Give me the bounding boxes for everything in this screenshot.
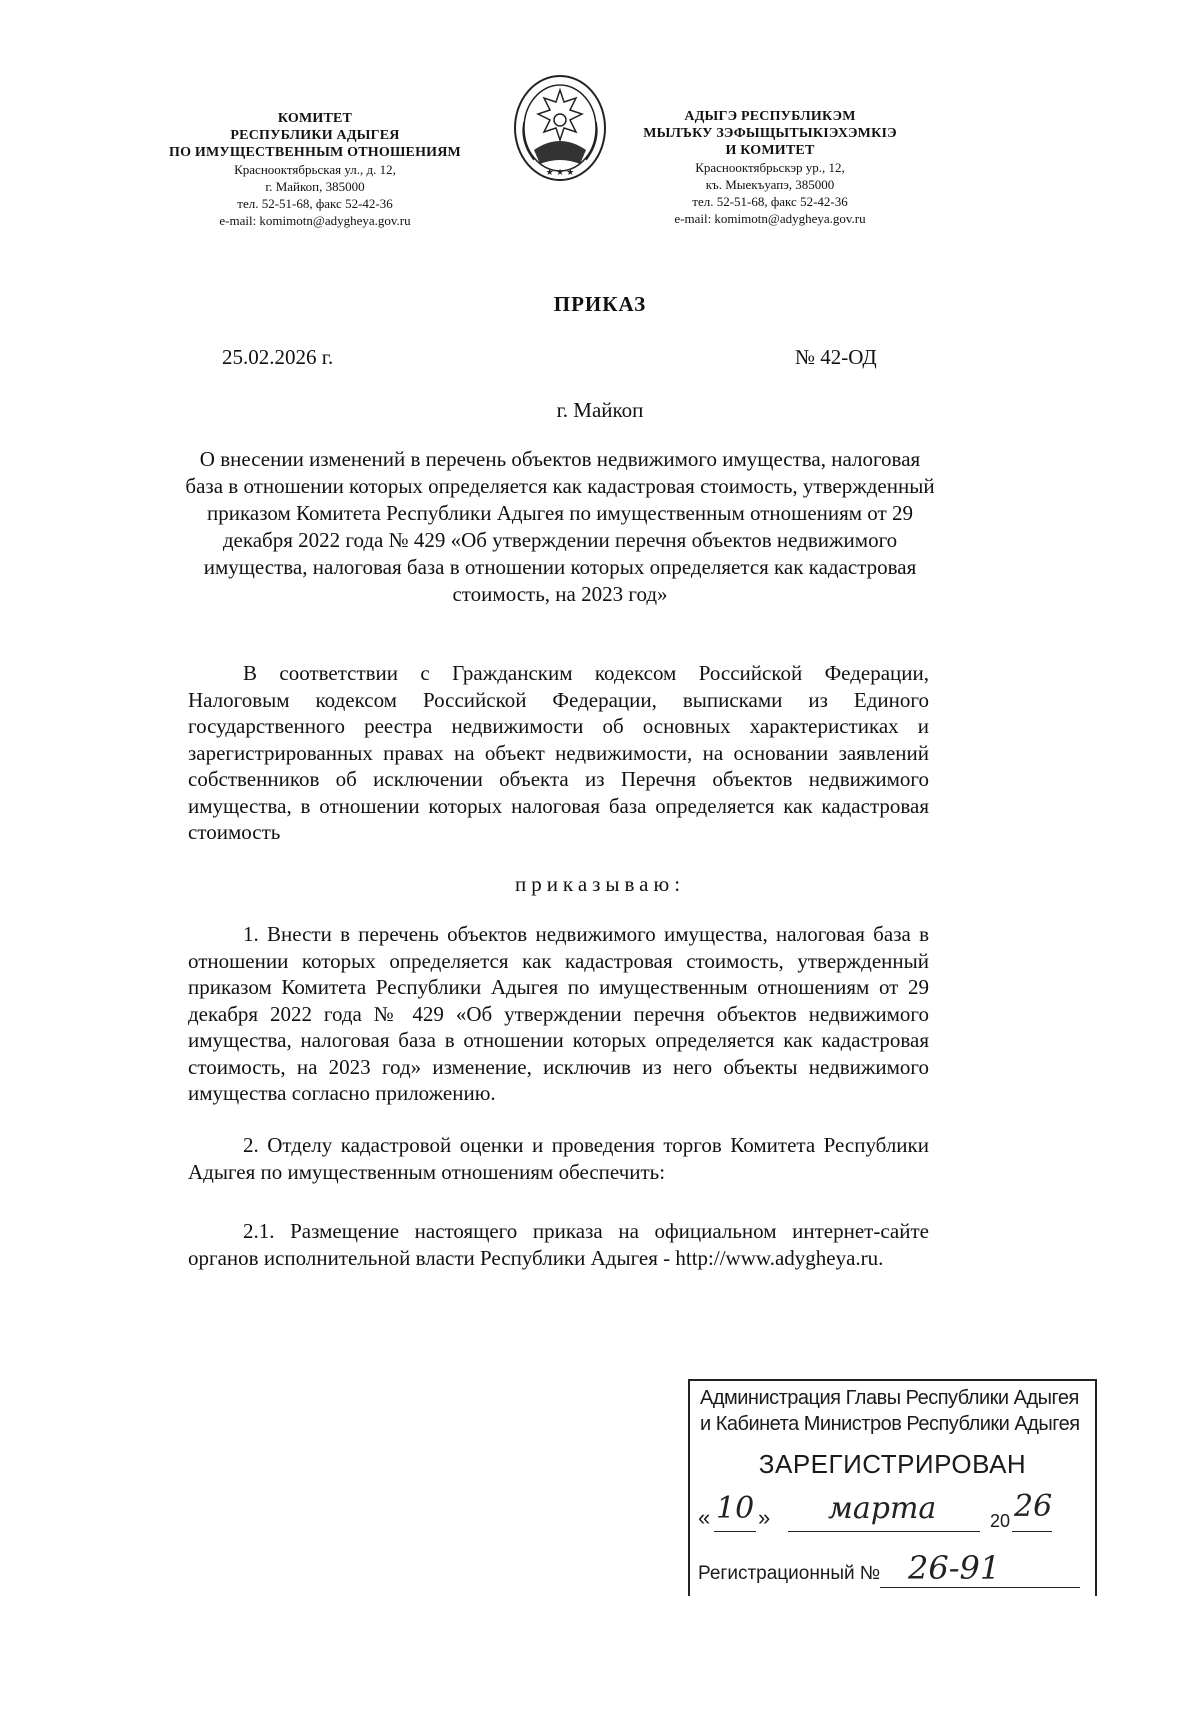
item-2-paragraph: 2. Отделу кадастровой оценки и проведения торгов Комитета Республики Адыгея по имущественным отношениям обеспечить: [188, 1133, 929, 1184]
document-city: г. Майкоп [556, 398, 644, 422]
header-left-line1: КОМИТЕТ [277, 111, 353, 126]
document-subject: О внесении изменений в перечень объектов недвижимого имущества, налоговая база в отношении которых определяется как кадастровая стоимость, утвержденный приказом Комитета Республики Адыгея по имущественным отношениям от 29 декабря 2022 года № 429 «Об утверждении перечня объектов недвижимого имущества, налоговая база в отношении которых определяется как кадастровая стоимость, на 2023 год» [185, 447, 935, 606]
header-left-phone: тел. 52-51-68, факс 52-42-36 [237, 196, 393, 211]
order-word: приказываю: [514, 872, 686, 896]
header-right-line1: АДЫГЭ РЕСПУБЛИКЭМ [684, 109, 856, 124]
header-right-address: Краснооктябрьскэр ур., 12, [695, 160, 845, 175]
header-left-line2: РЕСПУБЛИКИ АДЫГЕЯ [230, 128, 400, 143]
header-left-address: Краснооктябрьская ул., д. 12, [234, 162, 396, 177]
header-right-line2: МЫЛЪКУ ЗЭФЫЩЫТЫКIЭХЭМКIЭ [643, 126, 897, 141]
stamp-year-prefix: 20 [990, 1511, 1011, 1531]
svg-text:★ ★ ★: ★ ★ ★ [545, 167, 575, 177]
stamp-reg-underline [880, 1587, 1080, 1588]
stamp-reg-number: 26-91 [908, 1549, 1001, 1587]
stamp-year-underline [1012, 1531, 1052, 1532]
stamp-month-underline [788, 1531, 980, 1532]
stamp-line2: и Кабинета Министров Республики Адыгея [700, 1413, 1080, 1435]
header-right-city: къ. Мыекъуапэ, 385000 [705, 177, 835, 192]
stamp-status: ЗАРЕГИСТРИРОВАН [758, 1449, 1027, 1479]
stamp-line1: Администрация Главы Республики Адыгея [700, 1387, 1079, 1409]
preamble-paragraph: В соответствии с Гражданским кодексом Российской Федерации, Налоговым кодексом Российской Федерации, выписками из Единого государственного реестра недвижимости об основных характеристиках и зарегистрированных правах на объект недвижимости, на основании заявлений собственников об исключении объекта из Перечня объектов недвижимого имущества, в отношении которых налоговая база определяется как кадастровая стоимость [188, 661, 929, 844]
header-right-email: e-mail: komimotn@adygheya.gov.ru [674, 211, 866, 226]
header-left-email: e-mail: komimotn@adygheya.gov.ru [219, 213, 411, 228]
coat-of-arms-icon [510, 72, 610, 190]
stamp-day: 10 [716, 1491, 755, 1526]
stamp-reg-label: Регистрационный № [698, 1563, 881, 1584]
header-left-line3: ПО ИМУЩЕСТВЕННЫМ ОТНОШЕНИЯМ [169, 145, 461, 160]
header-right [620, 108, 920, 227]
document-title: ПРИКАЗ [553, 292, 647, 316]
header-right-phone: тел. 52-51-68, факс 52-42-36 [692, 194, 848, 209]
stamp-month: марта [828, 1491, 937, 1526]
header-right-line3: И КОМИТЕТ [725, 143, 815, 158]
stamp-open-quote: « [698, 1505, 711, 1530]
stamp-date-line [698, 1491, 1088, 1541]
document-date: 25.02.2026 г. [222, 345, 334, 369]
document-number: № 42-ОД [795, 345, 877, 369]
stamp-reg-line [698, 1549, 1088, 1593]
header-left-city: г. Майкоп, 385000 [265, 179, 365, 194]
item-2-1-paragraph: 2.1. Размещение настоящего приказа на официальном интернет-сайте органов исполнительной власти Республики Адыгея - http://www.adygheya.ru. [188, 1219, 929, 1270]
item-1-paragraph: 1. Внести в перечень объектов недвижимого имущества, налоговая база в отношении которых определяется как кадастровая стоимость, утвержденный приказом Комитета Республики Адыгея по имущественным отношениям от 29 декабря 2022 года № 429 «Об утверждении перечня объектов недвижимого имущества, налоговая база в отношении которых определяется как кадастровая стоимость, на 2023 год» изменение, исключив из него объекты недвижимого имущества согласно приложению. [188, 922, 929, 1105]
header-left [150, 110, 480, 229]
stamp-close-quote: » [758, 1505, 771, 1530]
registration-stamp [688, 1379, 1097, 1596]
stamp-day-underline [714, 1531, 756, 1532]
stamp-year-suffix: 26 [1014, 1489, 1053, 1524]
